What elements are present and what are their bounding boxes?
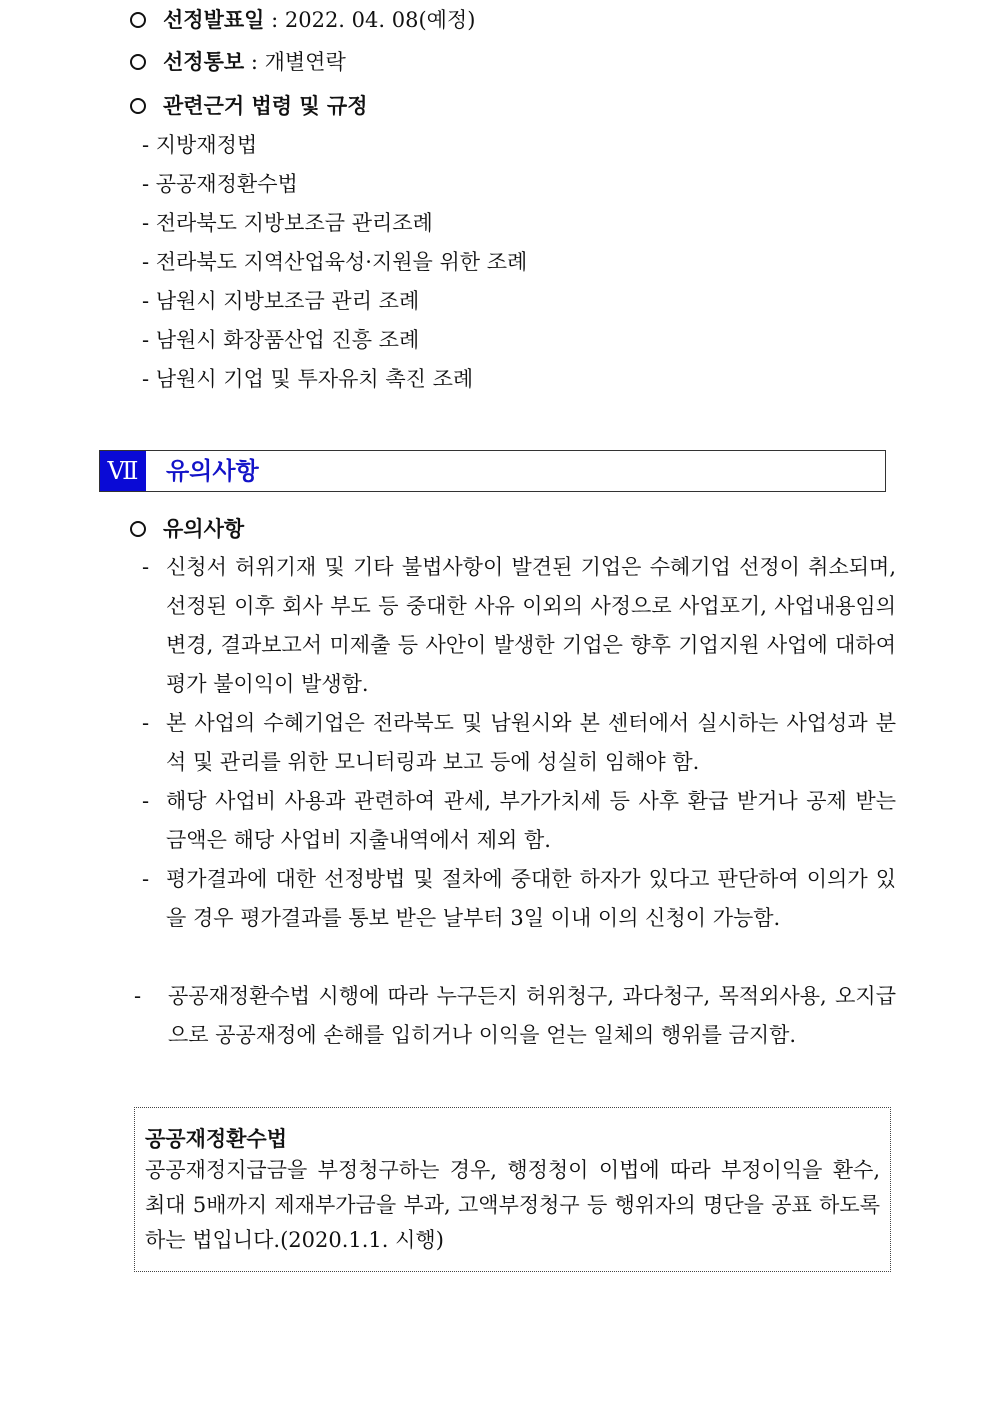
law-info-text: 공공재정지급금을 부정청구하는 경우, 행정청이 이법에 따라 부정이익을 환수, 최대 5배까지 제재부가금을 부과, 고액부정청구 등 행위자의 명단을 공표 하도록 하는 법입니다.(2020.1.1. 시행) [145,1158,880,1252]
note-paragraph [142,548,896,704]
law-item: - 전라북도 지방보조금 관리조례 [142,211,433,235]
law-item: - 남원시 화장품산업 진흥 조례 [142,328,420,352]
circle-bullet-icon [130,54,146,70]
announce-date-value: : 2022. 04. 08(예정) [264,8,476,32]
note-dash: - [142,867,150,891]
section-header [99,450,886,492]
note-text: 공공재정환수법 시행에 따라 누구든지 허위청구, 과다청구, 목적외사용, 오지급으로 공공재정에 손해를 입히거나 이익을 얻는 일체의 행위를 금지함. [168,984,896,1047]
law-info-title: 공공재정환수법 [145,1126,288,1151]
circle-bullet-icon [130,12,146,28]
legal-basis-item [130,92,368,120]
note-dash: - [142,789,150,813]
note-paragraph [142,782,896,860]
circle-bullet-icon [130,521,146,537]
law-item: - 공공재정환수법 [142,172,298,196]
notice-method-value: : 개별연락 [244,50,346,74]
notes-heading [130,515,244,543]
legal-basis-label: 관련근거 법령 및 규정 [163,93,368,118]
note-text: 신청서 허위기재 및 기타 불법사항이 발견된 기업은 수혜기업 선정이 취소되며, 선정된 이후 회사 부도 등 중대한 사유 이외의 사정으로 사업포기, 사업내용임의변경, 결과보고서 미제출 등 사안이 발생한 기업은 향후 기업지원 사업에 대하여 평가 불이익이 발생함. [166,555,896,696]
law-item: - 남원시 지방보조금 관리 조례 [142,289,420,313]
law-item: - 전라북도 지역산업육성·지원을 위한 조례 [142,250,528,274]
section-title: 유의사항 [166,457,259,485]
law-info-box [134,1107,891,1272]
section-number: Ⅶ [100,451,146,491]
notice-method-label: 선정통보 [163,49,245,74]
notice-method-item [130,48,346,76]
note-paragraph [142,704,896,782]
note-text: 평가결과에 대한 선정방법 및 절차에 중대한 하자가 있다고 판단하여 이의가 있을 경우 평가결과를 통보 받은 날부터 3일 이내 이의 신청이 가능함. [166,867,896,930]
announce-date-item [130,6,475,34]
notes-heading-label: 유의사항 [163,516,245,541]
note-dash: - [142,711,150,735]
note-dash: - [142,555,150,579]
note-paragraph [134,977,896,1055]
note-paragraph [142,860,896,938]
note-text: 해당 사업비 사용과 관련하여 관세, 부가가치세 등 사후 환급 받거나 공제 받는 금액은 해당 사업비 지출내역에서 제외 함. [166,789,896,852]
law-item: - 남원시 기업 및 투자유치 촉진 조례 [142,367,474,391]
law-item: - 지방재정법 [142,133,258,157]
announce-date-label: 선정발표일 [163,7,265,32]
note-dash: - [134,984,142,1008]
note-text: 본 사업의 수혜기업은 전라북도 및 남원시와 본 센터에서 실시하는 사업성과 분석 및 관리를 위한 모니터링과 보고 등에 성실히 임해야 함. [166,711,896,774]
circle-bullet-icon [130,98,146,114]
